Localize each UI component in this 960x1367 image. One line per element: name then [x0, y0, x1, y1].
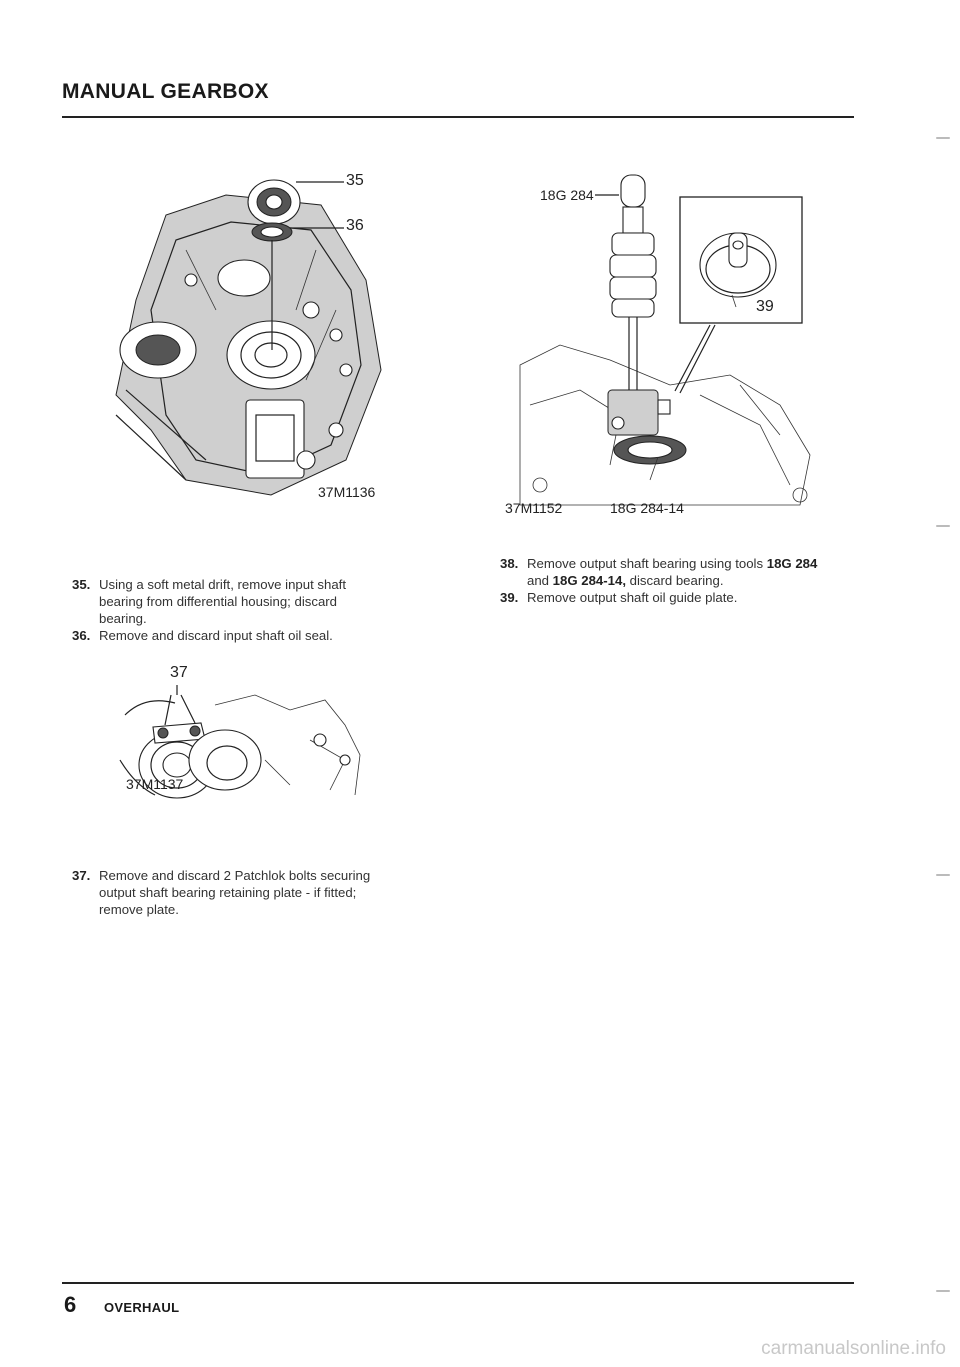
figure-retaining-plate	[115, 665, 375, 815]
page-number: 6	[64, 1292, 77, 1317]
edge-mark	[936, 1290, 950, 1292]
watermark-text: carmanualsonline.info	[761, 1338, 946, 1359]
step-38-text-start: Remove output shaft bearing using tools	[527, 556, 767, 571]
step-37-line-1: Remove and discard 2 Patchlok bolts securing	[99, 868, 371, 883]
edge-mark	[936, 525, 950, 527]
step-38-number: 38.	[500, 556, 519, 571]
step-37-line-3: remove plate.	[99, 902, 179, 917]
step-38-text-mid: and	[527, 573, 553, 588]
step-38	[500, 555, 880, 589]
step-37-line-2: output shaft bearing retaining plate - if fitted;	[99, 885, 357, 900]
footer-rule	[62, 1282, 854, 1284]
step-35-line-2: bearing from differential housing; discard	[99, 594, 337, 609]
figure1-callout-35: 35	[346, 172, 364, 189]
step-37	[72, 867, 472, 918]
edge-mark	[936, 874, 950, 876]
figure3-code: 37M1137	[126, 776, 184, 792]
step-35-line-1: Using a soft metal drift, remove input shaft	[99, 577, 347, 592]
page-header-title: MANUAL GEARBOX	[62, 80, 269, 103]
step-36-line-1: Remove and discard input shaft oil seal.	[99, 628, 333, 643]
step-38-text-end: discard bearing.	[626, 573, 724, 588]
footer-section-label: OVERHAUL	[104, 1300, 180, 1315]
step-38-tool-2: 18G 284-14,	[552, 573, 626, 588]
figure2-code: 37M1152	[505, 500, 563, 516]
step-39	[500, 589, 880, 606]
step-35	[72, 576, 452, 627]
figure2-tool-18g-284: 18G 284	[540, 187, 594, 203]
step-39-line-1: Remove output shaft oil guide plate.	[527, 590, 738, 605]
figure1-code: 37M1136	[318, 484, 376, 500]
step-36	[72, 627, 452, 644]
figure-differential-housing	[96, 160, 416, 505]
step-36-number: 36.	[72, 628, 91, 643]
figure2-callout-39: 39	[756, 298, 774, 315]
step-35-line-3: bearing.	[99, 611, 147, 626]
step-37-number: 37.	[72, 868, 91, 883]
edge-mark	[936, 137, 950, 139]
header-rule	[62, 116, 854, 118]
step-35-number: 35.	[72, 577, 91, 592]
step-39-number: 39.	[500, 590, 519, 605]
figure3-callout-37: 37	[170, 664, 188, 681]
figure2-tool-18g-284-14: 18G 284-14	[610, 500, 684, 516]
step-38-tool-1: 18G 284	[766, 556, 818, 571]
figure-output-bearing-puller	[500, 165, 830, 515]
figure1-callout-36: 36	[346, 217, 364, 234]
